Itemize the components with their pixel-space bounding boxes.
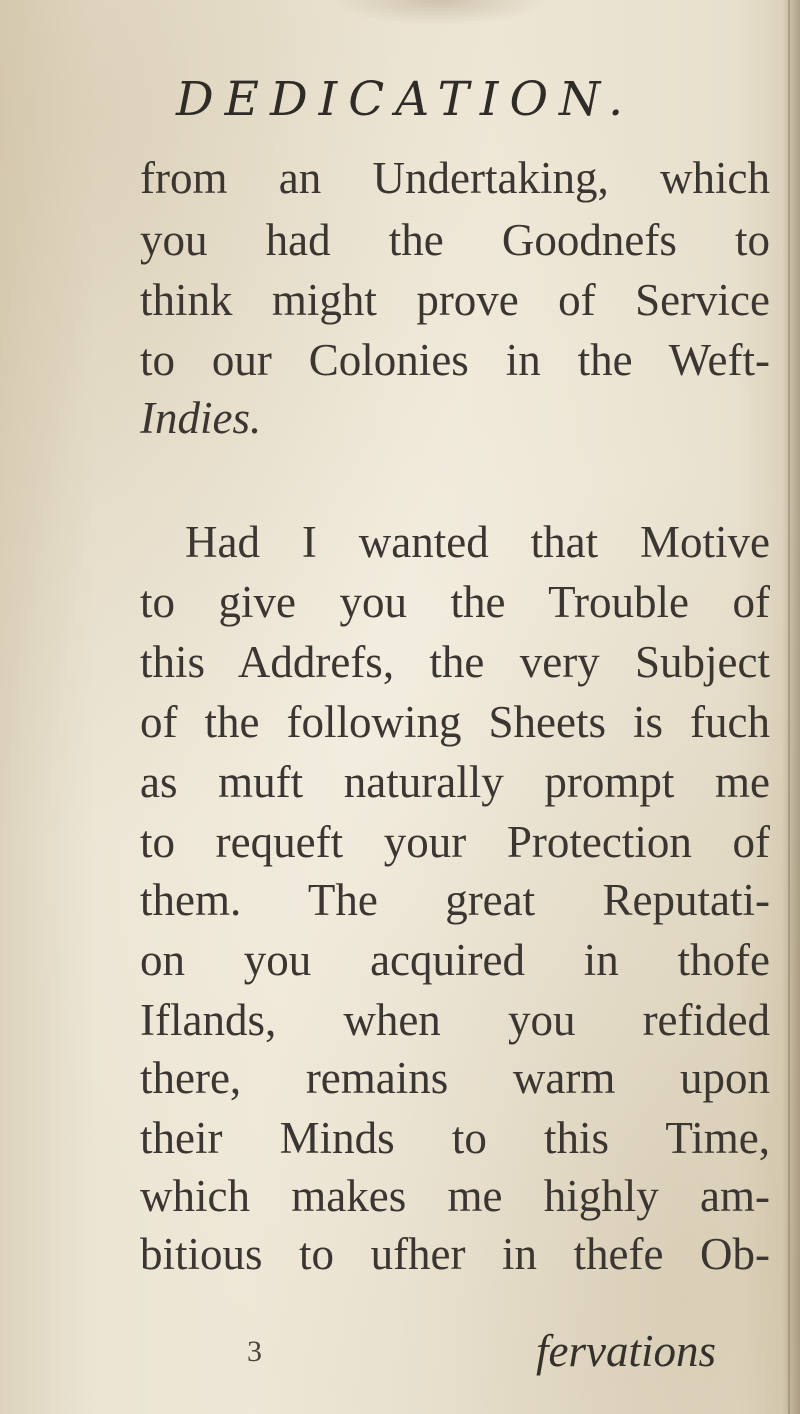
text-line: to our Colonies in the Weft- — [140, 335, 770, 385]
text-line: from an Undertaking, which — [140, 153, 770, 203]
catchword: fervations — [536, 1326, 716, 1376]
text-line: you had the Goodnefs to — [140, 215, 770, 265]
text-line: on you acquired in thofe — [140, 935, 770, 985]
text-line: of the following Sheets is fuch — [140, 697, 770, 747]
text-line: Iflands, when you refided — [140, 995, 770, 1045]
text-line: their Minds to this Time, — [140, 1113, 770, 1163]
text-line: them. The great Reputati- — [140, 875, 770, 925]
text-line: as muft naturally prompt me — [140, 757, 770, 807]
text-line: there, remains warm upon — [140, 1053, 770, 1103]
text-line: bitious to ufher in thefe Ob- — [140, 1229, 770, 1279]
page-edge-shadow — [782, 0, 800, 1414]
running-header: DEDICATION. — [176, 72, 635, 127]
page-edge-line — [788, 0, 790, 1414]
text-line: to requeft your Protection of — [140, 817, 770, 867]
text-line: this Addrefs, the very Subject — [140, 637, 770, 687]
text-line: think might prove of Service — [140, 275, 770, 325]
text-line: Had I wanted that Motive — [185, 517, 770, 567]
text-line: Indies. — [140, 393, 262, 443]
paper-stain — [330, 0, 550, 26]
text-line: to give you the Trouble of — [140, 577, 770, 627]
text-line: which makes me highly am- — [140, 1171, 770, 1221]
signature-mark: 3 — [247, 1335, 262, 1368]
